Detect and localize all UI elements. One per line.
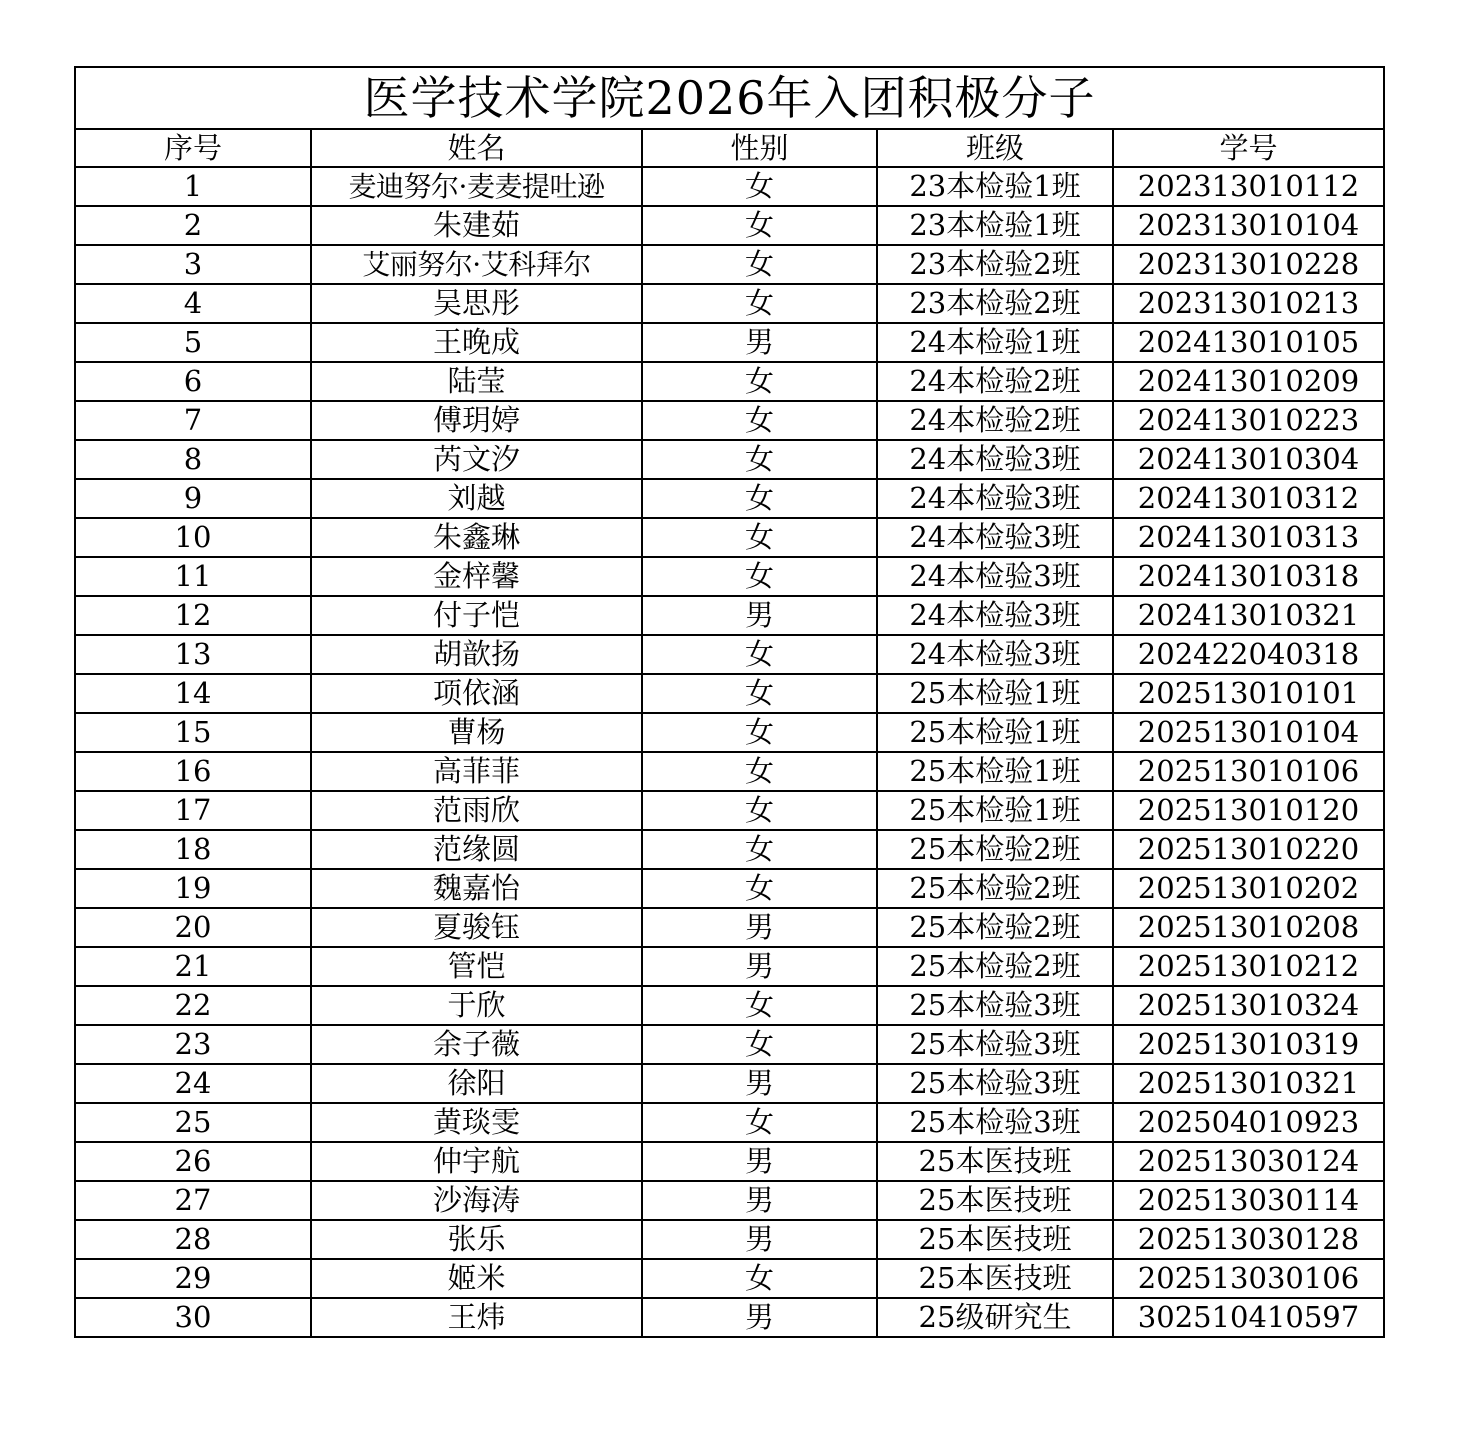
student-name: 张乐 [311,1220,642,1259]
student-gender: 女 [642,167,877,206]
table-row [75,323,1384,362]
table-row [75,752,1384,791]
row-number: 30 [75,1298,311,1337]
student-gender: 男 [642,1298,877,1337]
row-number: 19 [75,869,311,908]
student-gender: 女 [642,1025,877,1064]
header-no: 序号 [75,129,311,167]
row-number: 28 [75,1220,311,1259]
table-row [75,713,1384,752]
student-class: 25本检验2班 [877,830,1113,869]
row-number: 6 [75,362,311,401]
student-class: 25级研究生 [877,1298,1113,1337]
row-number: 3 [75,245,311,284]
student-class: 25本检验2班 [877,908,1113,947]
student-id: 202513010202 [1113,869,1384,908]
student-id: 202513030124 [1113,1142,1384,1181]
student-gender: 女 [642,440,877,479]
table-row [75,518,1384,557]
row-number: 27 [75,1181,311,1220]
student-gender: 女 [642,674,877,713]
student-id: 202513030106 [1113,1259,1384,1298]
table-row [75,791,1384,830]
student-name: 余子薇 [311,1025,642,1064]
table-row [75,284,1384,323]
student-id: 202513010319 [1113,1025,1384,1064]
student-id: 202513010321 [1113,1064,1384,1103]
student-name: 曹杨 [311,713,642,752]
student-class: 25本检验3班 [877,1025,1113,1064]
student-id: 202513010212 [1113,947,1384,986]
header-row [75,129,1384,167]
table-row [75,1259,1384,1298]
table-row [75,869,1384,908]
student-id: 202413010223 [1113,401,1384,440]
student-gender: 女 [642,830,877,869]
row-number: 4 [75,284,311,323]
student-id: 202313010228 [1113,245,1384,284]
row-number: 16 [75,752,311,791]
student-id: 202413010313 [1113,518,1384,557]
student-id: 202413010105 [1113,323,1384,362]
row-number: 29 [75,1259,311,1298]
student-name: 付子恺 [311,596,642,635]
student-gender: 男 [642,1142,877,1181]
student-gender: 女 [642,245,877,284]
student-class: 24本检验3班 [877,635,1113,674]
row-number: 17 [75,791,311,830]
table-row [75,206,1384,245]
student-name: 傅玥婷 [311,401,642,440]
student-name: 高菲菲 [311,752,642,791]
student-class: 23本检验2班 [877,245,1113,284]
student-id: 202513010120 [1113,791,1384,830]
student-name: 芮文汐 [311,440,642,479]
student-id: 202513010104 [1113,713,1384,752]
student-gender: 女 [642,869,877,908]
student-class: 25本检验1班 [877,713,1113,752]
table-row [75,830,1384,869]
header-class: 班级 [877,129,1113,167]
student-id: 202513030128 [1113,1220,1384,1259]
table-row [75,986,1384,1025]
header-gender: 性别 [642,129,877,167]
student-gender: 女 [642,1259,877,1298]
row-number: 9 [75,479,311,518]
student-name: 管恺 [311,947,642,986]
student-name: 艾丽努尔·艾科拜尔 [311,245,642,284]
table-row [75,479,1384,518]
student-gender: 女 [642,986,877,1025]
student-name: 陆莹 [311,362,642,401]
student-id: 202504010923 [1113,1103,1384,1142]
student-gender: 男 [642,908,877,947]
student-name: 于欣 [311,986,642,1025]
table-row [75,557,1384,596]
table-row [75,245,1384,284]
row-number: 20 [75,908,311,947]
row-number: 23 [75,1025,311,1064]
student-class: 25本检验1班 [877,791,1113,830]
student-name: 金梓馨 [311,557,642,596]
student-gender: 男 [642,1064,877,1103]
student-name: 项依涵 [311,674,642,713]
student-class: 25本检验2班 [877,869,1113,908]
row-number: 12 [75,596,311,635]
student-name: 吴思彤 [311,284,642,323]
student-gender: 女 [642,518,877,557]
student-class: 24本检验3班 [877,557,1113,596]
student-class: 24本检验3班 [877,440,1113,479]
student-gender: 女 [642,479,877,518]
student-class: 23本检验1班 [877,167,1113,206]
student-class: 24本检验2班 [877,362,1113,401]
row-number: 25 [75,1103,311,1142]
student-class: 24本检验3班 [877,518,1113,557]
table-row [75,1142,1384,1181]
row-number: 26 [75,1142,311,1181]
student-class: 23本检验1班 [877,206,1113,245]
table-row [75,440,1384,479]
student-gender: 女 [642,401,877,440]
student-id: 202513010106 [1113,752,1384,791]
student-gender: 女 [642,752,877,791]
student-name: 王晚成 [311,323,642,362]
student-gender: 女 [642,206,877,245]
student-name: 黄琰雯 [311,1103,642,1142]
table-row [75,1064,1384,1103]
row-number: 2 [75,206,311,245]
student-id: 202513010101 [1113,674,1384,713]
student-gender: 女 [642,362,877,401]
header-student-id: 学号 [1113,129,1384,167]
student-class: 25本检验2班 [877,947,1113,986]
student-class: 25本检验3班 [877,1103,1113,1142]
student-class: 25本检验1班 [877,752,1113,791]
student-name: 姬米 [311,1259,642,1298]
table-row [75,1103,1384,1142]
row-number: 22 [75,986,311,1025]
student-class: 24本检验2班 [877,401,1113,440]
row-number: 11 [75,557,311,596]
student-name: 范雨欣 [311,791,642,830]
table-row [75,1181,1384,1220]
student-id: 202413010304 [1113,440,1384,479]
student-gender: 女 [642,557,877,596]
table-row [75,908,1384,947]
student-class: 25本检验3班 [877,986,1113,1025]
student-class: 25本医技班 [877,1259,1113,1298]
student-gender: 男 [642,947,877,986]
student-class: 25本医技班 [877,1142,1113,1181]
table-title: 医学技术学院2026年入团积极分子 [75,67,1384,129]
student-gender: 女 [642,713,877,752]
student-id: 202513010220 [1113,830,1384,869]
student-id: 202313010213 [1113,284,1384,323]
student-gender: 男 [642,1220,877,1259]
roster-table [74,66,1385,1338]
row-number: 10 [75,518,311,557]
row-number: 7 [75,401,311,440]
student-name: 徐阳 [311,1064,642,1103]
row-number: 13 [75,635,311,674]
student-id: 202413010209 [1113,362,1384,401]
student-name: 麦迪努尔·麦麦提吐逊 [311,167,642,206]
student-class: 25本检验1班 [877,674,1113,713]
title-row [75,67,1384,129]
table-row [75,1220,1384,1259]
roster-body [75,167,1384,1337]
student-name: 朱鑫琳 [311,518,642,557]
row-number: 14 [75,674,311,713]
student-gender: 女 [642,1103,877,1142]
student-class: 25本检验3班 [877,1064,1113,1103]
table-row [75,596,1384,635]
table-row [75,1025,1384,1064]
student-gender: 女 [642,635,877,674]
student-id: 202413010318 [1113,557,1384,596]
student-name: 魏嘉怡 [311,869,642,908]
table-row [75,674,1384,713]
row-number: 21 [75,947,311,986]
student-gender: 男 [642,323,877,362]
student-name: 刘越 [311,479,642,518]
student-id: 302510410597 [1113,1298,1384,1337]
student-class: 23本检验2班 [877,284,1113,323]
student-name: 胡歆扬 [311,635,642,674]
student-name: 朱建茹 [311,206,642,245]
student-class: 24本检验1班 [877,323,1113,362]
student-name: 仲宇航 [311,1142,642,1181]
row-number: 18 [75,830,311,869]
student-id: 202513030114 [1113,1181,1384,1220]
student-gender: 男 [642,596,877,635]
student-gender: 女 [642,284,877,323]
student-name: 范缘圆 [311,830,642,869]
student-id: 202513010324 [1113,986,1384,1025]
student-id: 202422040318 [1113,635,1384,674]
table-row [75,167,1384,206]
table-row [75,362,1384,401]
row-number: 1 [75,167,311,206]
student-gender: 女 [642,791,877,830]
table-row [75,1298,1384,1337]
table-row [75,635,1384,674]
row-number: 5 [75,323,311,362]
student-name: 沙海涛 [311,1181,642,1220]
student-id: 202313010112 [1113,167,1384,206]
student-name: 王炜 [311,1298,642,1337]
student-id: 202313010104 [1113,206,1384,245]
table-row [75,401,1384,440]
row-number: 15 [75,713,311,752]
student-class: 25本医技班 [877,1181,1113,1220]
student-id: 202413010312 [1113,479,1384,518]
student-class: 24本检验3班 [877,479,1113,518]
student-id: 202413010321 [1113,596,1384,635]
student-class: 25本医技班 [877,1220,1113,1259]
row-number: 8 [75,440,311,479]
student-id: 202513010208 [1113,908,1384,947]
student-class: 24本检验3班 [877,596,1113,635]
student-name: 夏骏钰 [311,908,642,947]
header-name: 姓名 [311,129,642,167]
row-number: 24 [75,1064,311,1103]
student-gender: 男 [642,1181,877,1220]
table-row [75,947,1384,986]
